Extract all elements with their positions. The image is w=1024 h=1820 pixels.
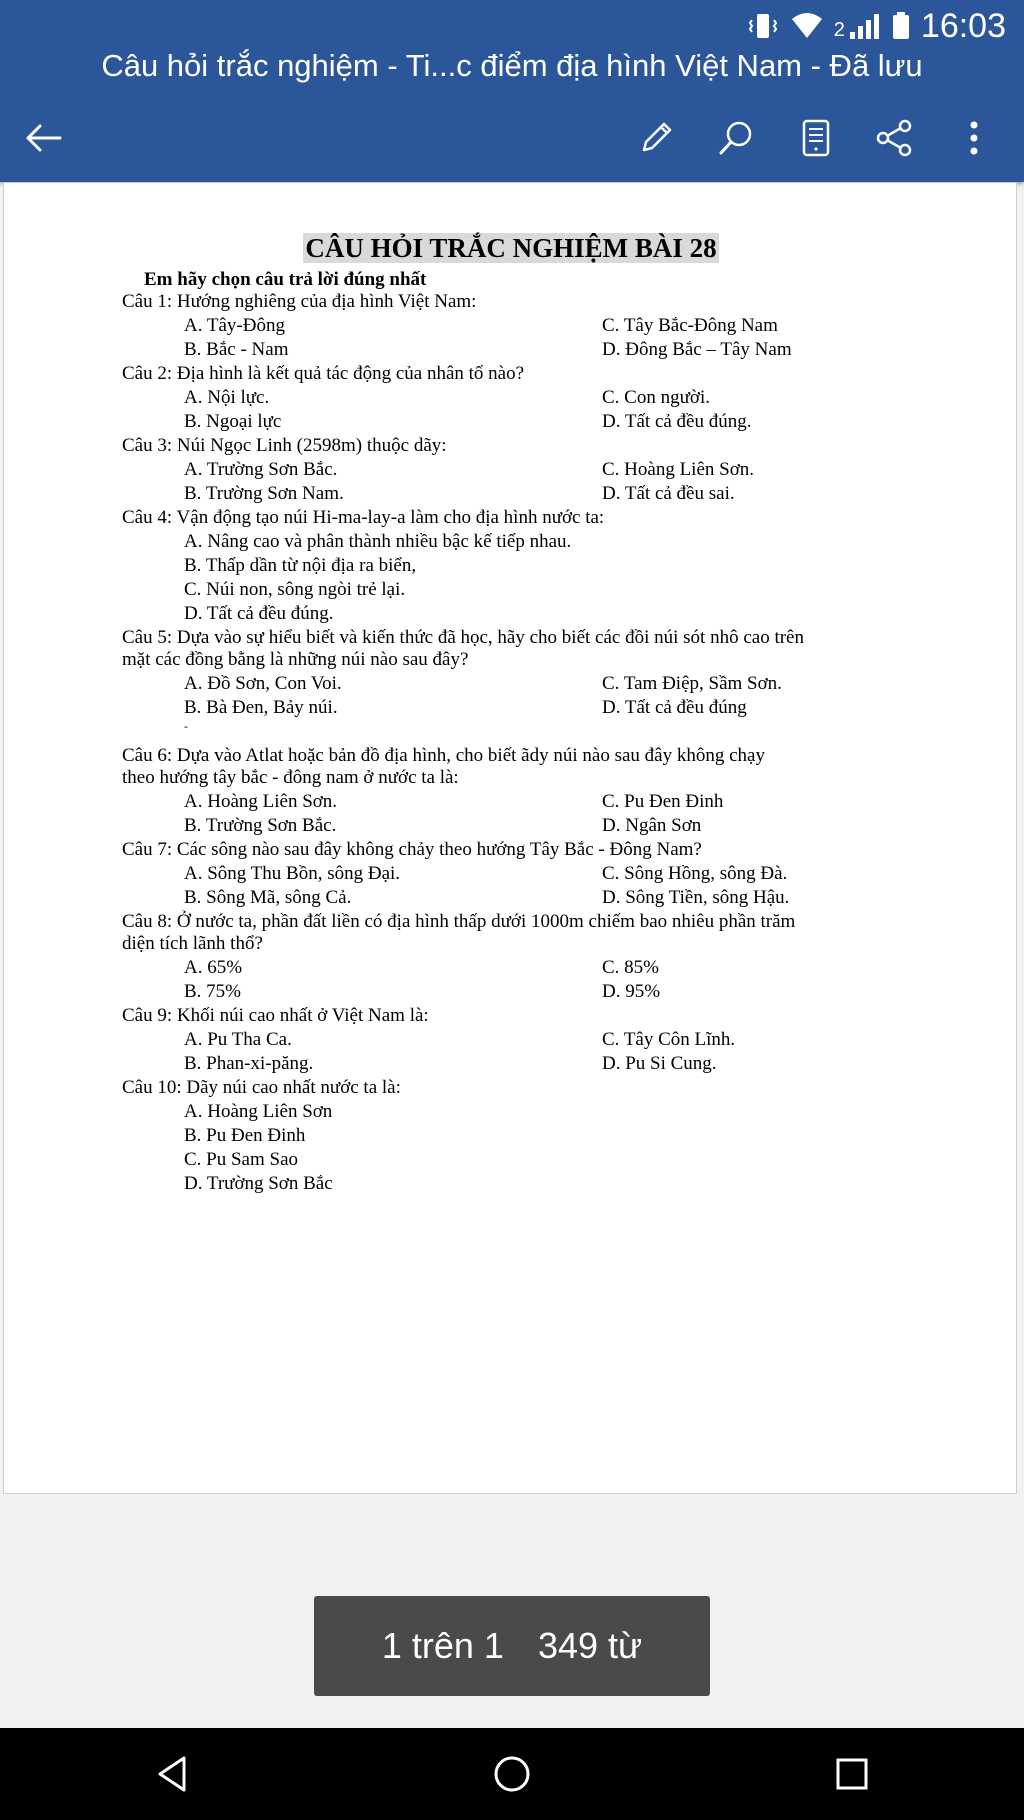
q9-option-d: D. Pu Si Cung. (602, 1053, 717, 1074)
more-icon (952, 116, 996, 160)
pencil-icon (634, 116, 678, 160)
q3-option-d: D. Tất cả đều sai. (602, 483, 735, 504)
nav-home-button[interactable] (482, 1744, 542, 1804)
q6-option-a: A. Hoàng Liên Sơn. (184, 791, 338, 812)
system-nav-bar (0, 1728, 1024, 1820)
q3-option-a: A. Trường Sơn Bắc. (184, 459, 338, 480)
question-5-line-1: Câu 5: Dựa vào sự hiểu biết và kiến thức đã học, hãy cho biết các đồi núi sót nhô cao trên (122, 627, 804, 648)
q2-option-c: C. Con người. (602, 387, 710, 408)
document-page[interactable] (3, 182, 1017, 1494)
q10-option-c: C. Pu Sam Sao (184, 1149, 299, 1170)
q5-option-a: A. Đồ Sơn, Con Voi. (184, 673, 342, 694)
reading-view-button[interactable] (790, 112, 842, 164)
battery-icon (891, 11, 911, 41)
back-triangle-icon (150, 1752, 194, 1796)
instruction-text: Em hãy chọn câu trả lời đúng nhất (144, 269, 427, 290)
question-2: Câu 2: Địa hình là kết quả tác động của nhân tố nào? (122, 363, 525, 384)
q5-option-d: D. Tất cả đều đúng (602, 697, 747, 718)
q4-option-a: A. Nâng cao và phân thành nhiều bậc kế tiếp nhau. (184, 531, 572, 552)
back-button[interactable] (18, 112, 70, 164)
q8-option-d: D. 95% (602, 981, 661, 1002)
question-10: Câu 10: Dãy núi cao nhất nước ta là: (122, 1077, 401, 1098)
question-4: Câu 4: Vận động tạo núi Hi-ma-lay-a làm cho địa hình nước ta: (122, 507, 605, 528)
search-icon (714, 116, 758, 160)
page-count: 1 trên 1 (381, 1625, 504, 1666)
q1-option-b: B. Bắc - Nam (184, 339, 289, 360)
question-8-line-2: diện tích lãnh thổ? (122, 933, 263, 954)
home-circle-icon (490, 1752, 534, 1796)
page-count-badge (314, 1596, 710, 1696)
q1-option-c: C. Tây Bắc-Đông Nam (602, 315, 778, 336)
document-title: Câu hỏi trắc nghiệm - Ti...c điểm địa hình Việt Nam - Đã lưu (101, 48, 923, 83)
q9-option-b: B. Phan-xi-păng. (184, 1053, 314, 1074)
nav-recents-button[interactable] (822, 1744, 882, 1804)
q4-option-c: C. Núi non, sông ngòi trẻ lại. (184, 579, 406, 600)
question-5-line-2: mặt các đồng bằng là những núi nào sau đây? (122, 649, 469, 670)
q3-option-c: C. Hoàng Liên Sơn. (602, 459, 755, 480)
q8-option-a: A. 65% (184, 957, 243, 978)
q2-option-a: A. Nội lực. (184, 387, 270, 408)
recents-square-icon (830, 1752, 874, 1796)
signal-icon (849, 11, 881, 41)
reading-view-icon (794, 116, 838, 160)
wifi-icon (790, 11, 824, 41)
q8-option-c: C. 85% (602, 957, 659, 978)
q10-option-a: A. Hoàng Liên Sơn (184, 1101, 333, 1122)
q10-option-b: B. Pu Đen Đinh (184, 1125, 306, 1146)
q8-option-b: B. 75% (184, 981, 241, 1002)
q7-option-d: D. Sông Tiền, sông Hậu. (602, 887, 790, 908)
q7-option-c: C. Sông Hồng, sông Đà. (602, 863, 788, 884)
question-6-line-1: Câu 6: Dựa vào Atlat hoặc bản đồ địa hình, cho biết ãdy núi nào sau đây không chạy (122, 745, 765, 766)
q5-option-b: B. Bà Đen, Bảy núi. (184, 697, 338, 718)
more-options-button[interactable] (948, 112, 1000, 164)
q2-option-d: D. Tất cả đều đúng. (602, 411, 752, 432)
search-button[interactable] (710, 112, 762, 164)
q4-option-b: B. Thấp dần từ nội địa ra biển, (184, 555, 417, 576)
q6-option-c: C. Pu Đen Đinh (602, 791, 724, 812)
q6-option-b: B. Trường Sơn Bắc. (184, 815, 337, 836)
q3-option-b: B. Trường Sơn Nam. (184, 483, 344, 504)
q5-option-c: C. Tam Điệp, Sầm Sơn. (602, 673, 782, 694)
word-count: 349 từ (537, 1625, 643, 1666)
vibrate-icon (746, 11, 780, 41)
q1-option-a: A. Tây-Đông (184, 315, 285, 336)
question-6-line-2: theo hướng tây bắc - đông nam ở nước ta là: (122, 767, 459, 788)
question-1: Câu 1: Hướng nghiêng của địa hình Việt Nam: (122, 291, 477, 312)
q9-option-a: A. Pu Tha Ca. (184, 1029, 292, 1050)
stray-mark: - (184, 719, 188, 733)
q10-option-d: D. Trường Sơn Bắc (184, 1173, 333, 1194)
q9-option-c: C. Tây Côn Lĩnh. (602, 1029, 736, 1050)
q7-option-b: B. Sông Mã, sông Cả. (184, 887, 352, 908)
sim-label: 2 (833, 18, 845, 41)
question-8-line-1: Câu 8: Ở nước ta, phần đất liền có địa hình thấp dưới 1000m chiếm bao nhiêu phần trăm (122, 911, 796, 932)
q4-option-d: D. Tất cả đều đúng. (184, 603, 334, 624)
question-3: Câu 3: Núi Ngọc Linh (2598m) thuộc dãy: (122, 435, 447, 456)
question-7: Câu 7: Các sông nào sau đây không chảy theo hướng Tây Bắc - Đông Nam? (122, 839, 702, 860)
question-9: Câu 9: Khối núi cao nhất ở Việt Nam là: (122, 1005, 429, 1026)
share-icon (872, 116, 916, 160)
q1-option-d: D. Đông Bắc – Tây Nam (602, 339, 792, 360)
document-heading: CÂU HỎI TRẮC NGHIỆM BÀI 28 (305, 233, 717, 263)
share-button[interactable] (868, 112, 920, 164)
nav-back-button[interactable] (142, 1744, 202, 1804)
q6-option-d: D. Ngân Sơn (602, 815, 702, 836)
app-bar (0, 0, 1024, 182)
clock: 16:03 (920, 6, 1006, 45)
status-bar (746, 6, 1006, 46)
q2-option-b: B. Ngoại lực (184, 411, 282, 432)
edit-button[interactable] (630, 112, 682, 164)
q7-option-a: A. Sông Thu Bồn, sông Đại. (184, 863, 401, 884)
back-arrow-icon (22, 116, 66, 160)
